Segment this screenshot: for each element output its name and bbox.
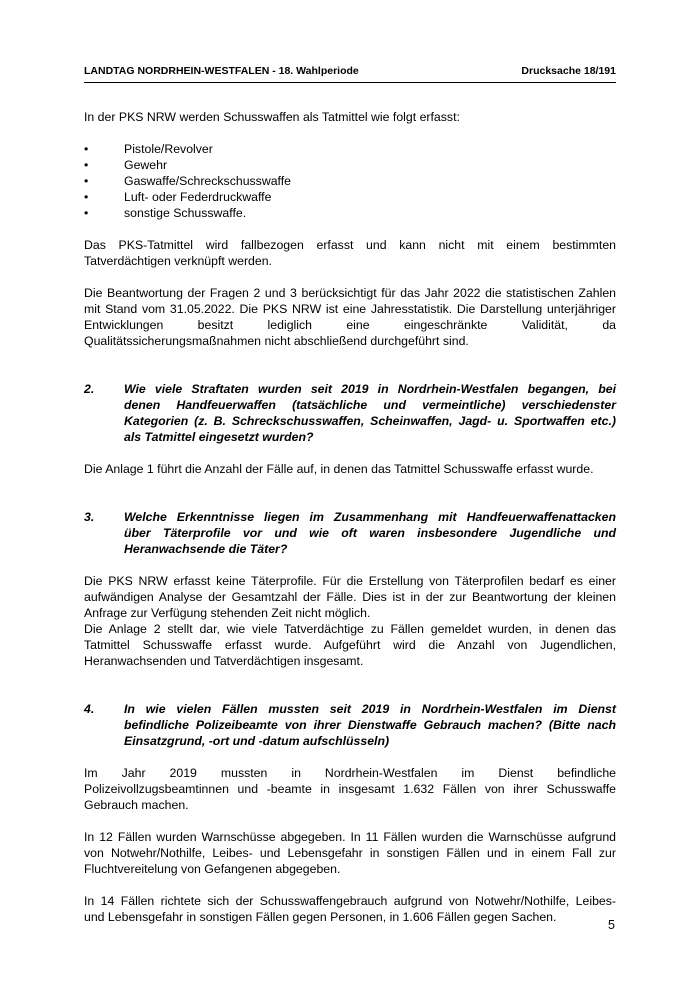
bullet-icon: • bbox=[84, 158, 89, 172]
list-item: • Gewehr bbox=[84, 158, 168, 172]
page-header bbox=[84, 65, 616, 79]
header-title: LANDTAG NORDRHEIN-WESTFALEN - 18. Wahlperiode bbox=[84, 65, 359, 77]
weapon-list bbox=[84, 141, 616, 221]
question-number: 3. bbox=[84, 510, 95, 524]
beantwortung-paragraph: Die Beantwortung der Fragen 2 und 3 berücksichtigt für das Jahr 2022 die statistischen Zahlen mit Stand vom 31.05.2022. Die PKS NRW ist eine Jahresstatistik. Die Darstellung unterjähriger Entwicklungen besitzt lediglich eine eingeschränkte Validität, da Qualitätssicherungsmaßnahmen nicht abschließend durchgeführt sind. bbox=[84, 286, 616, 348]
list-item: • Gaswaffe/Schreckschusswaffe bbox=[84, 174, 291, 188]
bullet-icon: • bbox=[84, 206, 89, 220]
document-number: Drucksache 18/191 bbox=[521, 65, 616, 77]
answer-3: Die PKS NRW erfasst keine Täterprofile. Für die Erstellung von Täterprofilen bedarf es einer aufwändigen Analyse der Gesamtzahl der Fälle. Dies ist in der zur Beantwortung der kleinen Anfrage zur Verfügung stehenden Zeit nicht möglich. Die Anlage 2 stellt dar, wie viele Tatverdächtige zu Fällen gemeldet wurden, in denen das Tatmittel Schusswaffe erfasst wurde. Aufgeführt wird die Anzahl von Jugendlichen, Heranwachsenden und Tatverdächtigen insgesamt. bbox=[84, 574, 616, 668]
tatmittel-paragraph: Das PKS-Tatmittel wird fallbezogen erfasst und kann nicht mit einem bestimmten Tatverdächtigen verknüpft werden. bbox=[84, 238, 616, 268]
bullet-icon: • bbox=[84, 190, 89, 204]
list-item: • Pistole/Revolver bbox=[84, 142, 213, 156]
question-number: 2. bbox=[84, 382, 95, 396]
answer-2: Die Anlage 1 führt die Anzahl der Fälle auf, in denen das Tatmittel Schusswaffe erfasst wurde. bbox=[84, 462, 594, 476]
question-number: 4. bbox=[84, 702, 95, 716]
list-item: • sonstige Schusswaffe. bbox=[84, 206, 247, 220]
header-divider bbox=[84, 82, 616, 83]
answer-4-paragraph-2: In 12 Fällen wurden Warnschüsse abgegeben. In 11 Fällen wurden die Warnschüsse aufgrund von Notwehr/Nothilfe, Leibes- und Lebensgefahr in sonstigen Fällen und in einem Fall zur Fluchtvereitelung von Gefangenen abgegeben. bbox=[84, 830, 616, 876]
document-body bbox=[84, 109, 616, 925]
page-number: 5 bbox=[608, 918, 615, 932]
answer-4-paragraph-1: Im Jahr 2019 mussten in Nordrhein-Westfalen im Dienst befindliche Polizeivollzugsbeamtinnen und -beamte in insgesamt 1.632 Fällen von ihrer Schusswaffe Gebrauch machen. bbox=[84, 766, 616, 812]
intro-paragraph: In der PKS NRW werden Schusswaffen als Tatmittel wie folgt erfasst: bbox=[84, 110, 460, 124]
bullet-icon: • bbox=[84, 142, 89, 156]
list-item: • Luft- oder Federdruckwaffe bbox=[84, 190, 272, 204]
answer-4-paragraph-3: In 14 Fällen richtete sich der Schusswaffengebrauch aufgrund von Notwehr/Nothilfe, Leibes- und Lebensgefahr in sonstigen Fällen gegen Personen, in 1.606 Fällen gegen Sachen. bbox=[84, 894, 616, 924]
question-3: 3. Welche Erkenntnisse liegen im Zusammenhang mit Handfeuerwaffenattacken über Täterprofile vor und wie oft waren insbesondere Jugendliche und Heranwachsende die Täter? bbox=[84, 510, 616, 556]
question-4: 4. In wie vielen Fällen mussten seit 2019 in Nordrhein-Westfalen im Dienst befindliche Polizeibeamte von ihrer Dienstwaffe Gebrauch machen? (Bitte nach Einsatzgrund, -ort und -datum aufschlüsseln) bbox=[84, 702, 616, 748]
bullet-icon: • bbox=[84, 174, 89, 188]
question-2: 2. Wie viele Straftaten wurden seit 2019 in Nordrhein-Westfalen begangen, bei denen Handfeuerwaffen (tatsächliche und vermeintliche) verschiedenster Kategorien (z. B. Schreckschusswaffen, Scheinwaffen, Jagd- u. Sportwaffen etc.) als Tatmittel eingesetzt wurden? bbox=[84, 382, 616, 444]
